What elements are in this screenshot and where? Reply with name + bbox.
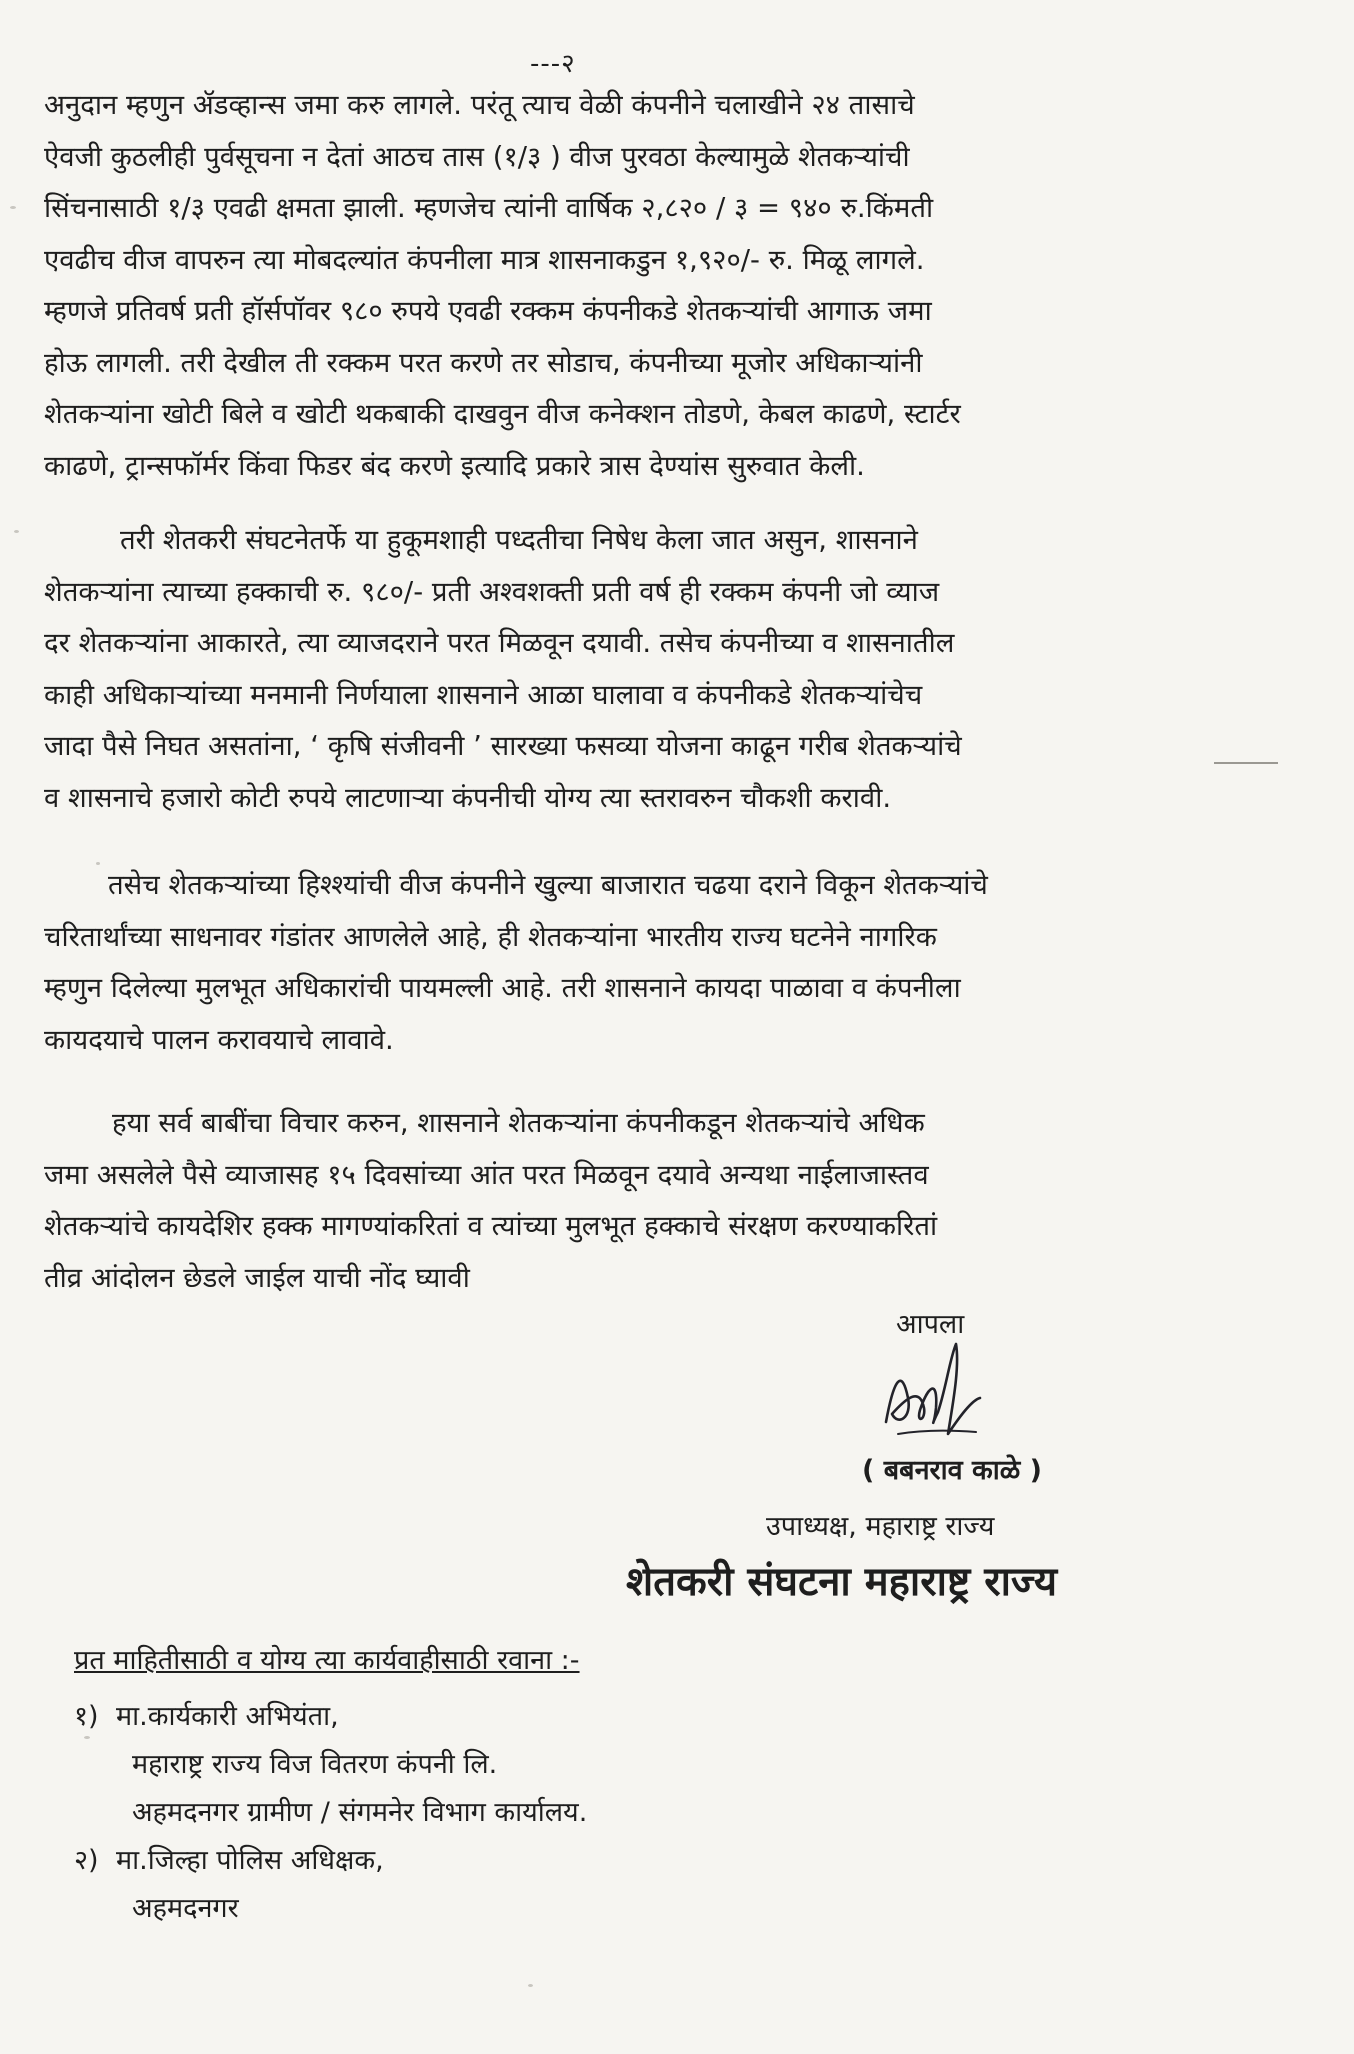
paragraph-line: म्हणजे प्रतिवर्ष प्रती हॉर्सपॉवर ९८० रुपये एवढी रक्कम कंपनीकडे शेतकऱ्यांची आगाऊ जमा <box>44 295 932 327</box>
page-number: ---२ <box>530 49 576 79</box>
paragraph-line: तीव्र आंदोलन छेडले जाईल याची नोंद घ्यावी <box>44 1261 470 1294</box>
recipient-line: मा.जिल्हा पोलिस अधिक्षक, <box>116 1845 384 1876</box>
recipient-line: महाराष्ट्र राज्य विज वितरण कंपनी लि. <box>132 1749 498 1780</box>
list-item <box>74 1789 587 1837</box>
paragraph-line: शेतकऱ्यांना खोटी बिले व खोटी थकबाकी दाखवुन वीज कनेक्शन तोडणे, केबल काढणे, स्टार्टर <box>44 398 961 430</box>
recipient-list <box>74 1693 587 1933</box>
paragraph-4 <box>44 1098 1154 1304</box>
organization-name: शेतकरी संघटना महाराष्ट्र राज्य <box>626 1559 1058 1605</box>
paragraph-2 <box>44 515 1154 824</box>
margin-mark <box>1214 762 1278 764</box>
paper-speck <box>84 1736 90 1739</box>
paragraph-line: म्हणुन दिलेल्या मुलभूत अधिकारांची पायमल्ली आहे. तरी शासनाने कायदा पाळावा व कंपनीला <box>44 972 961 1004</box>
signatory-name: ( बबनराव काळे ) <box>862 1455 1042 1486</box>
list-item <box>74 1741 587 1789</box>
paper-speck <box>528 1984 533 1987</box>
paragraph-line: तसेच शेतकऱ्यांच्या हिश्श्यांची वीज कंपनीने खुल्या बाजारात चढया दराने विकून शेतकऱ्यांचे <box>108 869 988 901</box>
recipient-line: अहमदनगर <box>132 1893 239 1924</box>
recipient-number: १) <box>74 1701 99 1732</box>
paragraph-line: चरितार्थांच्या साधनावर गंडांतर आणलेले आहे, ही शेतकऱ्यांना भारतीय राज्य घटनेने नागरिक <box>44 920 937 953</box>
paragraph-line: तरी शेतकरी संघटनेतर्फे या हुकूमशाही पध्दतीचा निषेध केला जात असुन, शासनाने <box>120 524 918 556</box>
copy-heading: प्रत माहितीसाठी व योग्य त्या कार्यवाहीसाठी रवाना :- <box>74 1645 580 1676</box>
recipient-line: अहमदनगर ग्रामीण / संगमनेर विभाग कार्यालय. <box>132 1797 588 1828</box>
list-item <box>74 1693 587 1741</box>
paragraph-1 <box>44 80 1154 492</box>
paragraph-line: काही अधिकाऱ्यांच्या मनमानी निर्णयाला शासनाने आळा घालावा व कंपनीकडे शेतकऱ्यांचेच <box>44 678 923 711</box>
signatory-designation: उपाध्यक्ष, महाराष्ट्र राज्य <box>766 1511 995 1542</box>
paragraph-line: काढणे, ट्रान्सफॉर्मर किंवा फिडर बंद करणे इत्यादि प्रकारे त्रास देण्यांस सुरुवात केली. <box>44 449 865 482</box>
paragraph-line: व शासनाचे हजारो कोटी रुपये लाटणाऱ्या कंपनीची योग्य त्या स्तरावरुन चौकशी करावी. <box>44 781 892 814</box>
paper-speck <box>96 862 100 865</box>
list-item <box>74 1837 587 1885</box>
paper-speck <box>10 206 16 209</box>
paragraph-line: कायदयाचे पालन करावयाचे लावावे. <box>44 1023 394 1056</box>
paragraph-3 <box>44 860 1154 1066</box>
paragraph-line: होऊ लागली. तरी देखील ती रक्कम परत करणे तर सोडाच, कंपनीच्या मूजोर अधिकाऱ्यांनी <box>44 346 923 379</box>
paragraph-line: एवढीच वीज वापरुन त्या मोबदल्यांत कंपनीला मात्र शासनाकडुन १,९२०/- रु. मिळू लागले. <box>44 243 925 276</box>
recipient-number: २) <box>74 1845 99 1876</box>
paragraph-line: जमा असलेले पैसे व्याजासह १५ दिवसांच्या आंत परत मिळवून दयावे अन्यथा नाईलाजास्तव <box>44 1158 929 1191</box>
paragraph-line: दर शेतकऱ्यांना आकारते, त्या व्याजदराने परत मिळवून दयावी. तसेच कंपनीच्या व शासनातील <box>44 627 955 659</box>
paragraph-line: हया सर्व बाबींचा विचार करुन, शासनाने शेतकऱ्यांना कंपनीकडून शेतकऱ्यांचे अधिक <box>112 1107 925 1139</box>
handwritten-signature-icon <box>868 1338 988 1448</box>
paragraph-line: शेतकऱ्यांचे कायदेशिर हक्क मागण्यांकरितां व त्यांच्या मुलभूत हक्काचे संरक्षण करण्याकरितां <box>44 1210 938 1242</box>
paragraph-line: शेतकऱ्यांना त्याच्या हक्काची रु. ९८०/- प्रती अश्वशक्ती प्रती वर्ष ही रक्कम कंपनी जो व्याज <box>44 575 940 608</box>
paragraph-line: अनुदान म्हणुन ॲडव्हान्स जमा करु लागले. परंतू त्याच वेळी कंपनीने चलाखीने २४ तासाचे <box>44 89 915 121</box>
paragraph-line: जादा पैसे निघत असतांना, ‘ कृषि संजीवनी ’ सारख्या फसव्या योजना काढून गरीब शेतकऱ्यांचे <box>44 730 962 762</box>
paragraph-line: सिंचनासाठी १/३ एवढी क्षमता झाली. म्हणजेच त्यांनी वार्षिक २,८२० / ३ = ९४० रु.किंमती <box>44 192 934 224</box>
closing-text: आपला <box>896 1309 965 1340</box>
list-item <box>74 1885 587 1933</box>
paper-speck <box>14 530 19 533</box>
recipient-line: मा.कार्यकारी अभियंता, <box>116 1701 339 1732</box>
paragraph-line: ऐवजी कुठलीही पुर्वसूचना न देतां आठच तास (१/३ ) वीज पुरवठा केल्यामुळे शेतकऱ्यांची <box>44 140 910 173</box>
